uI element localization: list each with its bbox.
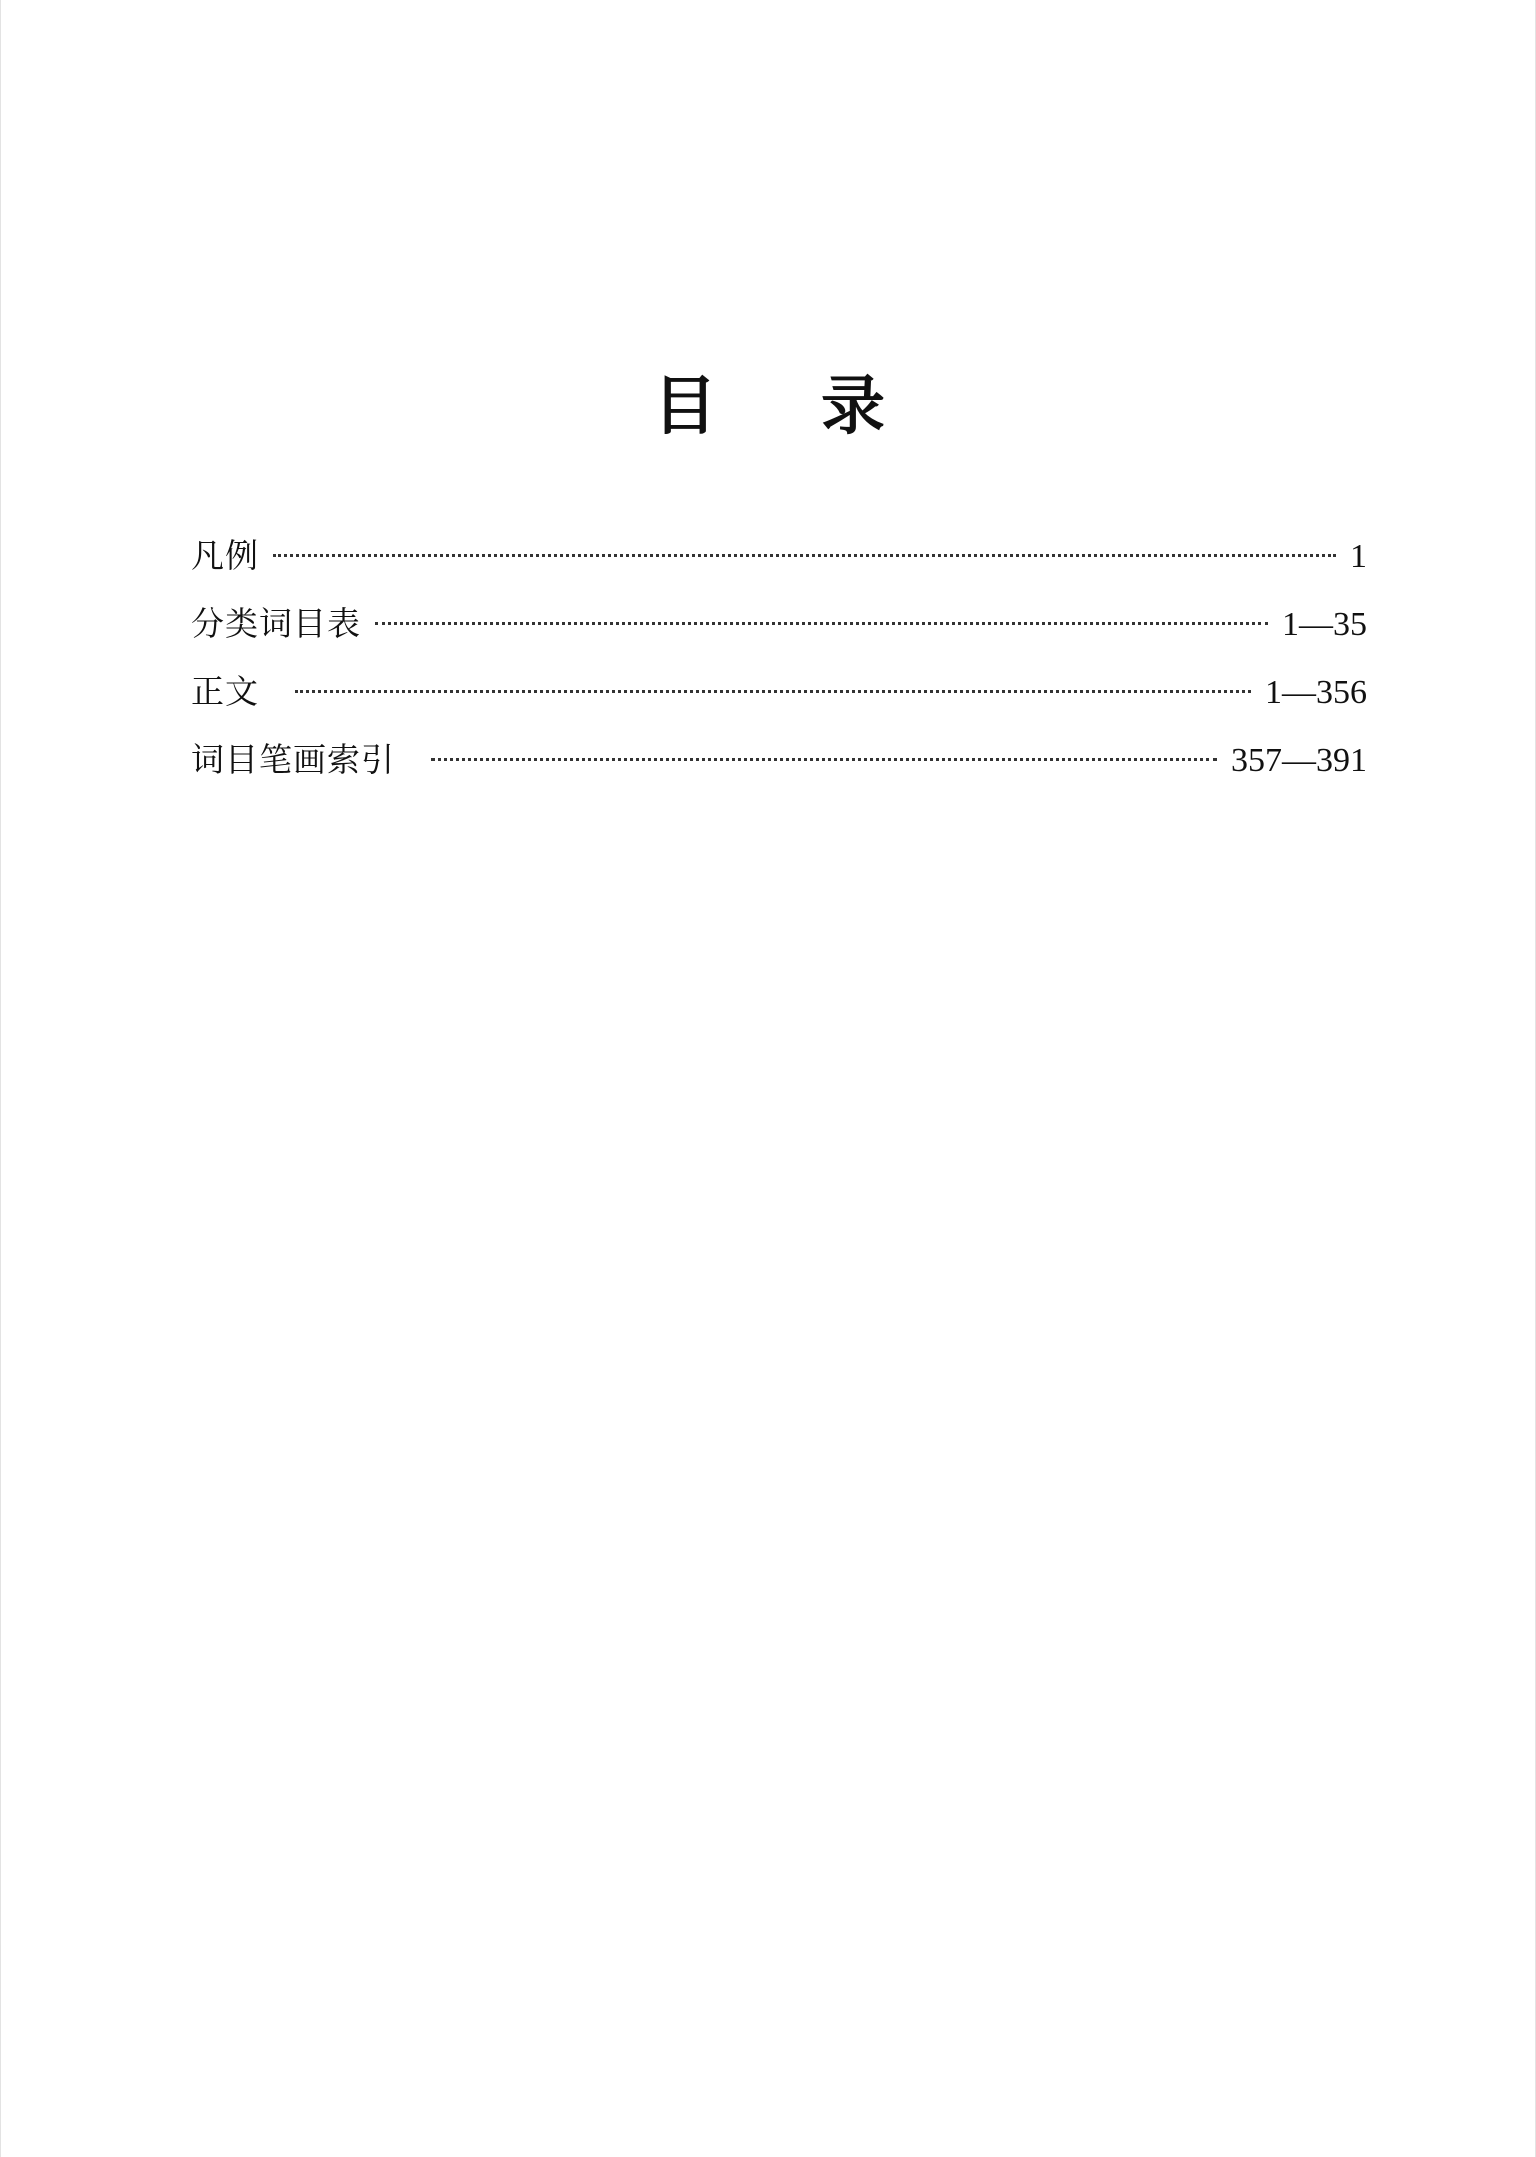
- toc-entry-pages: 1—35: [1282, 606, 1367, 643]
- table-of-contents: [191, 530, 1367, 802]
- dot-leader: [273, 554, 1336, 557]
- dot-leader: [431, 758, 1217, 761]
- toc-entry-label: 凡例: [191, 536, 259, 575]
- toc-entry[interactable]: [191, 530, 1367, 598]
- toc-entry[interactable]: [191, 666, 1367, 734]
- toc-entry-label: 正文: [191, 672, 259, 711]
- dot-leader: [375, 622, 1268, 625]
- title-char-1: 目: [653, 370, 717, 444]
- page-title: [1, 362, 1536, 452]
- toc-entry-pages: 357—391: [1231, 742, 1367, 779]
- toc-entry-pages: 1: [1350, 538, 1367, 575]
- dot-leader: [295, 690, 1251, 693]
- toc-entry-label: 词目笔画索引: [191, 740, 395, 779]
- toc-entry[interactable]: [191, 734, 1367, 802]
- toc-entry-pages: 1—356: [1265, 674, 1367, 711]
- title-char-2: 录: [821, 370, 885, 444]
- toc-entry-label: 分类词目表: [191, 604, 361, 643]
- toc-entry[interactable]: [191, 598, 1367, 666]
